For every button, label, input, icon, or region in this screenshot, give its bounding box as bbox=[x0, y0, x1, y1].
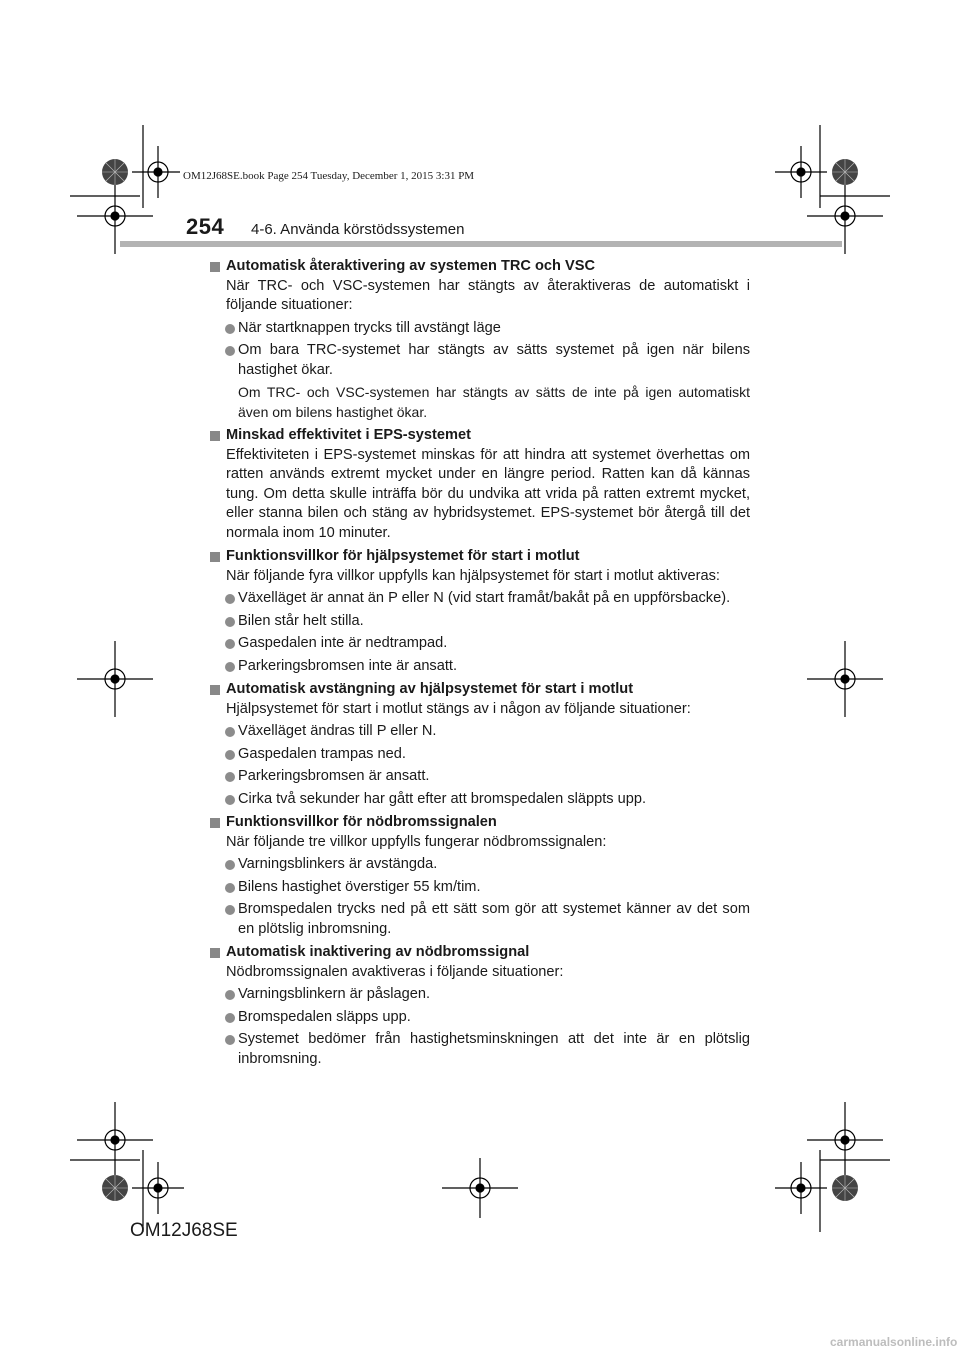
running-title: 4-6. Använda körstödssystemen bbox=[251, 221, 465, 238]
section-intro: När följande tre villkor uppfylls fungerar nödbromssignalen: bbox=[226, 833, 607, 850]
page-number: 254 bbox=[186, 214, 225, 239]
round-bullet-icon bbox=[225, 1013, 235, 1023]
square-bullet-icon bbox=[210, 818, 220, 828]
round-bullet-icon bbox=[225, 324, 235, 334]
header-rule bbox=[120, 241, 842, 247]
site-watermark: carmanualsonline.info bbox=[830, 1335, 958, 1349]
list-item: Om bara TRC-systemet har stängts av sätts systemet på igen när bilens hastighet ökar. bbox=[210, 341, 750, 380]
round-bullet-icon bbox=[225, 1035, 235, 1045]
section-trc-vsc bbox=[210, 257, 750, 422]
section-emergency-signal-cancel bbox=[210, 943, 750, 1069]
section-emergency-signal-conditions bbox=[210, 813, 750, 939]
square-bullet-icon bbox=[210, 431, 220, 441]
section-intro: När TRC- och VSC-systemen har stängts av återaktiveras de automatiskt i följande situationer: bbox=[226, 277, 750, 313]
square-bullet-icon bbox=[210, 685, 220, 695]
round-bullet-icon bbox=[225, 594, 235, 604]
section-hill-start-conditions bbox=[210, 547, 750, 676]
square-bullet-icon bbox=[210, 948, 220, 958]
page-content bbox=[210, 253, 750, 1069]
round-bullet-icon bbox=[225, 990, 235, 1000]
round-bullet-icon bbox=[225, 883, 235, 893]
book-info-label: OM12J68SE.book Page 254 Tuesday, December 1, 2015 3:31 PM bbox=[180, 169, 477, 183]
round-bullet-icon bbox=[225, 639, 235, 649]
list-item: Bromspedalen släpps upp. bbox=[210, 1008, 750, 1028]
section-heading: Funktionsvillkor för nödbromssignalen bbox=[210, 813, 750, 833]
bullet-note: Om TRC- och VSC-systemen har stängts av sätts de inte på igen automatiskt även om bilens hastighet ökar. bbox=[238, 384, 750, 420]
section-body: Effektiviteten i EPS-systemet minskas för att hindra att systemet överhettas om ratten används extremt mycket under en längre period. Ratten kan då kännas tung. Om detta skulle inträffa bör du undvika att vrida på ratten extremt mycket, eller stanna bilen och stäng av hybridsystemet. EPS-systemet bör återgå till det normala inom 10 minuter. bbox=[226, 446, 750, 541]
list-item: Systemet bedömer från hastighetsminskningen att det inte är en plötslig inbromsning. bbox=[210, 1030, 750, 1069]
section-heading: Automatisk återaktivering av systemen TRC och VSC bbox=[210, 257, 750, 277]
list-item: Varningsblinkern är påslagen. bbox=[210, 985, 750, 1005]
round-bullet-icon bbox=[225, 617, 235, 627]
list-item: Varningsblinkers är avstängda. bbox=[210, 855, 750, 875]
list-item: Växelläget ändras till P eller N. bbox=[210, 722, 750, 742]
round-bullet-icon bbox=[225, 662, 235, 672]
section-heading: Automatisk avstängning av hjälpsystemet för start i motlut bbox=[210, 680, 750, 700]
section-heading: Automatisk inaktivering av nödbromssignal bbox=[210, 943, 750, 963]
round-bullet-icon bbox=[225, 750, 235, 760]
square-bullet-icon bbox=[210, 262, 220, 272]
list-item: Parkeringsbromsen inte är ansatt. bbox=[210, 657, 750, 677]
round-bullet-icon bbox=[225, 772, 235, 782]
list-item: Gaspedalen inte är nedtrampad. bbox=[210, 634, 750, 654]
round-bullet-icon bbox=[225, 905, 235, 915]
round-bullet-icon bbox=[225, 727, 235, 737]
round-bullet-icon bbox=[225, 346, 235, 356]
list-item: När startknappen trycks till avstängt läge bbox=[210, 319, 750, 339]
list-item: Bilens hastighet överstiger 55 km/tim. bbox=[210, 878, 750, 898]
list-item: Växelläget är annat än P eller N (vid start framåt/bakåt på en uppförsbacke). bbox=[210, 589, 750, 609]
list-item: Bromspedalen trycks ned på ett sätt som gör att systemet känner av det som en plötslig inbromsning. bbox=[210, 900, 750, 939]
document-code: OM12J68SE bbox=[130, 1220, 238, 1241]
section-intro: När följande fyra villkor uppfylls kan hjälpsystemet för start i motlut aktiveras: bbox=[226, 567, 720, 584]
section-intro: Hjälpsystemet för start i motlut stängs av i någon av följande situationer: bbox=[226, 700, 691, 717]
list-item: Parkeringsbromsen är ansatt. bbox=[210, 767, 750, 787]
list-item: Cirka två sekunder har gått efter att bromspedalen släppts upp. bbox=[210, 790, 750, 810]
section-intro: Nödbromssignalen avaktiveras i följande situationer: bbox=[226, 963, 564, 980]
square-bullet-icon bbox=[210, 552, 220, 562]
round-bullet-icon bbox=[225, 795, 235, 805]
section-eps bbox=[210, 426, 750, 543]
list-item: Gaspedalen trampas ned. bbox=[210, 745, 750, 765]
section-heading: Minskad effektivitet i EPS-systemet bbox=[210, 426, 750, 446]
section-hill-start-cancel bbox=[210, 680, 750, 809]
round-bullet-icon bbox=[225, 860, 235, 870]
section-heading: Funktionsvillkor för hjälpsystemet för start i motlut bbox=[210, 547, 750, 567]
list-item: Bilen står helt stilla. bbox=[210, 612, 750, 632]
